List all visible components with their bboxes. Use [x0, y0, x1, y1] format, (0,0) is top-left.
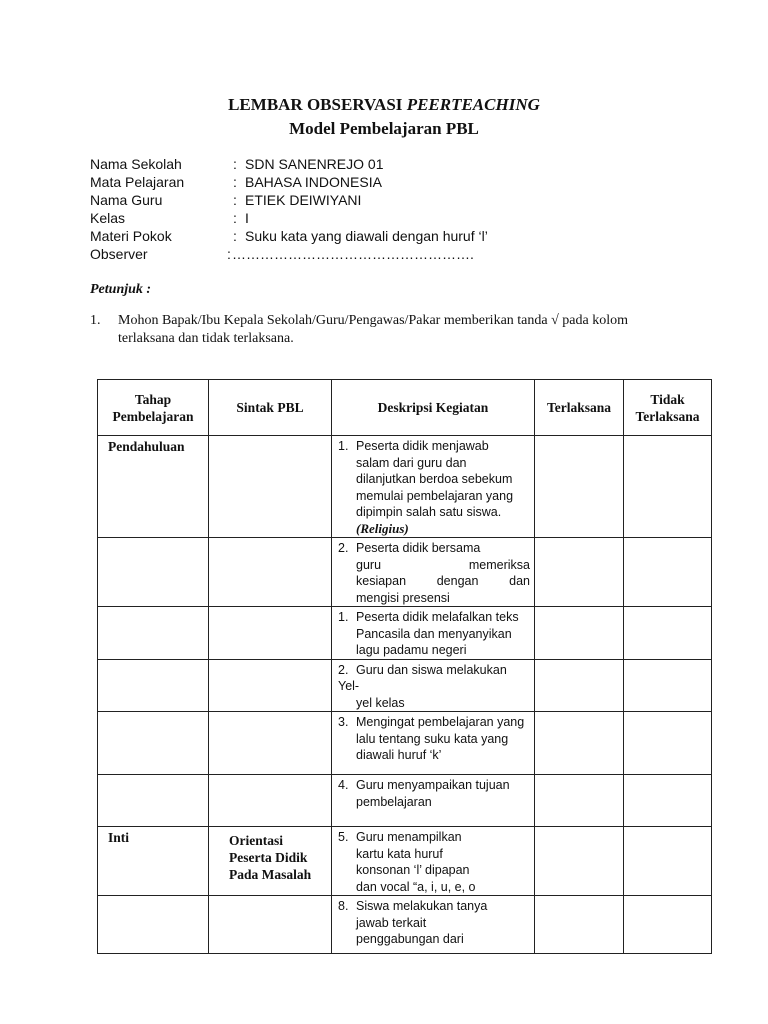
deskripsi-cell — [332, 538, 535, 607]
deskripsi-line: konsonan ‘l’ dipapan — [356, 863, 470, 877]
deskripsi-cell — [332, 775, 535, 827]
item-number: 1. — [338, 439, 349, 453]
deskripsi-line: Peserta didik bersama — [356, 541, 481, 555]
info-value: ETIEK DEIWIYANI — [245, 192, 362, 208]
tidak-terlaksana-checkbox-cell[interactable] — [624, 775, 712, 827]
sintak-cell — [209, 712, 332, 775]
page-title: LEMBAR OBSERVASI PEERTEACHING — [228, 95, 540, 114]
info-label: Kelas — [90, 210, 126, 226]
deskripsi-line: lalu tentang suku kata yang — [356, 731, 509, 746]
terlaksana-checkbox-cell[interactable] — [535, 827, 624, 896]
info-colon: : — [233, 210, 237, 226]
deskripsi-line: Guru menyampaikan tujuan — [356, 778, 510, 792]
instruction-text: Mohon Bapak/Ibu Kepala Sekolah/Guru/Pengawas/Pakar memberikan tanda √ pada kolom terlaksana dan tidak terlaksana. — [118, 313, 628, 346]
tahap-cell — [98, 712, 209, 775]
tahap-cell — [98, 607, 209, 660]
info-value: ……………………………………………. — [232, 246, 474, 262]
tidak-terlaksana-checkbox-cell[interactable] — [624, 712, 712, 775]
sintak-cell — [209, 896, 332, 954]
deskripsi-line: jawab terkait — [356, 915, 427, 930]
deskripsi-line: guru memeriksa — [356, 557, 530, 572]
info-label: Materi Pokok — [90, 228, 172, 244]
deskripsi-line: dilanjutkan berdoa sebekum — [356, 472, 513, 486]
deskripsi-line: Mengingat pembelajaran yang — [356, 715, 525, 729]
table-row — [98, 659, 712, 712]
page-subtitle: Model Pembelajaran PBL — [289, 119, 479, 138]
table-row — [98, 775, 712, 827]
deskripsi-cell — [332, 827, 535, 896]
item-number: 5. — [338, 830, 349, 844]
terlaksana-checkbox-cell[interactable] — [535, 712, 624, 775]
tahap-cell — [98, 538, 209, 607]
deskripsi-line: pembelajaran — [356, 794, 432, 809]
deskripsi-line: mengisi presensi — [356, 590, 450, 605]
deskripsi-line: diawali huruf ‘k’ — [356, 748, 442, 762]
deskripsi-line: yel kelas — [356, 695, 405, 710]
table-row — [98, 896, 712, 954]
tidak-terlaksana-checkbox-cell[interactable] — [624, 607, 712, 660]
item-number: 2. — [338, 662, 349, 677]
info-label: Nama Sekolah — [90, 156, 182, 172]
deskripsi-cell — [332, 712, 535, 775]
deskripsi-line: Guru dan siswa melakukan Yel- — [338, 662, 507, 693]
sintak-cell — [209, 775, 332, 827]
deskripsi-line: Peserta didik menjawab — [356, 439, 489, 453]
header-deskripsi: Deskripsi Kegiatan — [332, 380, 535, 436]
character-value-label: (Religius) — [356, 520, 409, 536]
header-sintak: Sintak PBL — [209, 380, 332, 436]
deskripsi-line: penggabungan dari — [356, 932, 464, 946]
tidak-terlaksana-checkbox-cell[interactable] — [624, 436, 712, 538]
item-number: 4. — [338, 778, 349, 792]
deskripsi-line: Peserta didik melafalkan teks — [356, 610, 519, 624]
info-value: Suku kata yang diawali dengan huruf ‘l’ — [245, 228, 488, 244]
deskripsi-line: kartu kata huruf — [356, 846, 443, 861]
item-number: 1. — [338, 610, 349, 624]
info-label: Mata Pelajaran — [90, 174, 185, 190]
terlaksana-checkbox-cell[interactable] — [535, 896, 624, 954]
info-colon: : — [233, 174, 237, 190]
observation-table — [97, 379, 712, 954]
item-number: 2. — [338, 541, 349, 555]
tidak-terlaksana-checkbox-cell[interactable] — [624, 538, 712, 607]
header-terlaksana: Terlaksana — [535, 380, 624, 436]
terlaksana-checkbox-cell[interactable] — [535, 775, 624, 827]
terlaksana-checkbox-cell[interactable] — [535, 659, 624, 712]
table-row — [98, 538, 712, 607]
terlaksana-checkbox-cell[interactable] — [535, 538, 624, 607]
sintak-cell — [209, 538, 332, 607]
info-value: BAHASA INDONESIA — [245, 174, 382, 190]
info-colon: : — [233, 228, 237, 244]
deskripsi-cell — [332, 659, 535, 712]
deskripsi-line: kesiapan dengan dan — [356, 574, 530, 588]
info-colon: : — [233, 192, 237, 208]
table-row — [98, 712, 712, 775]
tahap-cell: Inti — [98, 827, 209, 896]
header-tidak-terlaksana: Tidak Terlaksana — [624, 380, 712, 436]
deskripsi-line: Siswa melakukan tanya — [356, 899, 488, 913]
tidak-terlaksana-checkbox-cell[interactable] — [624, 659, 712, 712]
instruction-number: 1. — [90, 313, 101, 328]
deskripsi-line: dipimpin salah satu siswa. — [356, 505, 502, 519]
table-row — [98, 436, 712, 538]
deskripsi-line: dan vocal “a, i, u, e, o — [356, 879, 476, 894]
deskripsi-cell — [332, 896, 535, 954]
item-number: 3. — [338, 715, 349, 729]
item-number: 8. — [338, 899, 349, 913]
terlaksana-checkbox-cell[interactable] — [535, 436, 624, 538]
tahap-cell — [98, 775, 209, 827]
deskripsi-cell — [332, 607, 535, 660]
sintak-cell: Orientasi Peserta Didik Pada Masalah — [209, 827, 332, 896]
table-row — [98, 827, 712, 896]
tahap-cell: Pendahuluan — [98, 436, 209, 538]
info-label: Observer — [90, 246, 148, 262]
table-row — [98, 607, 712, 660]
deskripsi-line: salam dari guru dan — [356, 455, 467, 470]
sintak-cell — [209, 659, 332, 712]
info-value: SDN SANENREJO 01 — [245, 156, 384, 172]
info-value: I — [245, 210, 249, 226]
deskripsi-line: Guru menampilkan — [356, 830, 462, 844]
deskripsi-cell — [332, 436, 535, 538]
sintak-cell — [209, 436, 332, 538]
terlaksana-checkbox-cell[interactable] — [535, 607, 624, 660]
tahap-cell — [98, 896, 209, 954]
instructions-heading: Petunjuk : — [90, 282, 152, 297]
info-label: Nama Guru — [90, 192, 163, 208]
deskripsi-line: Pancasila dan menyanyikan — [356, 626, 512, 641]
tidak-terlaksana-checkbox-cell[interactable] — [624, 827, 712, 896]
tahap-cell — [98, 659, 209, 712]
deskripsi-line: lagu padamu negeri — [356, 643, 467, 657]
info-colon: : — [227, 246, 231, 262]
deskripsi-line: memulai pembelajaran yang — [356, 488, 514, 503]
header-tahap: Tahap Pembelajaran — [98, 380, 209, 436]
tidak-terlaksana-checkbox-cell[interactable] — [624, 896, 712, 954]
info-colon: : — [233, 156, 237, 172]
sintak-cell — [209, 607, 332, 660]
